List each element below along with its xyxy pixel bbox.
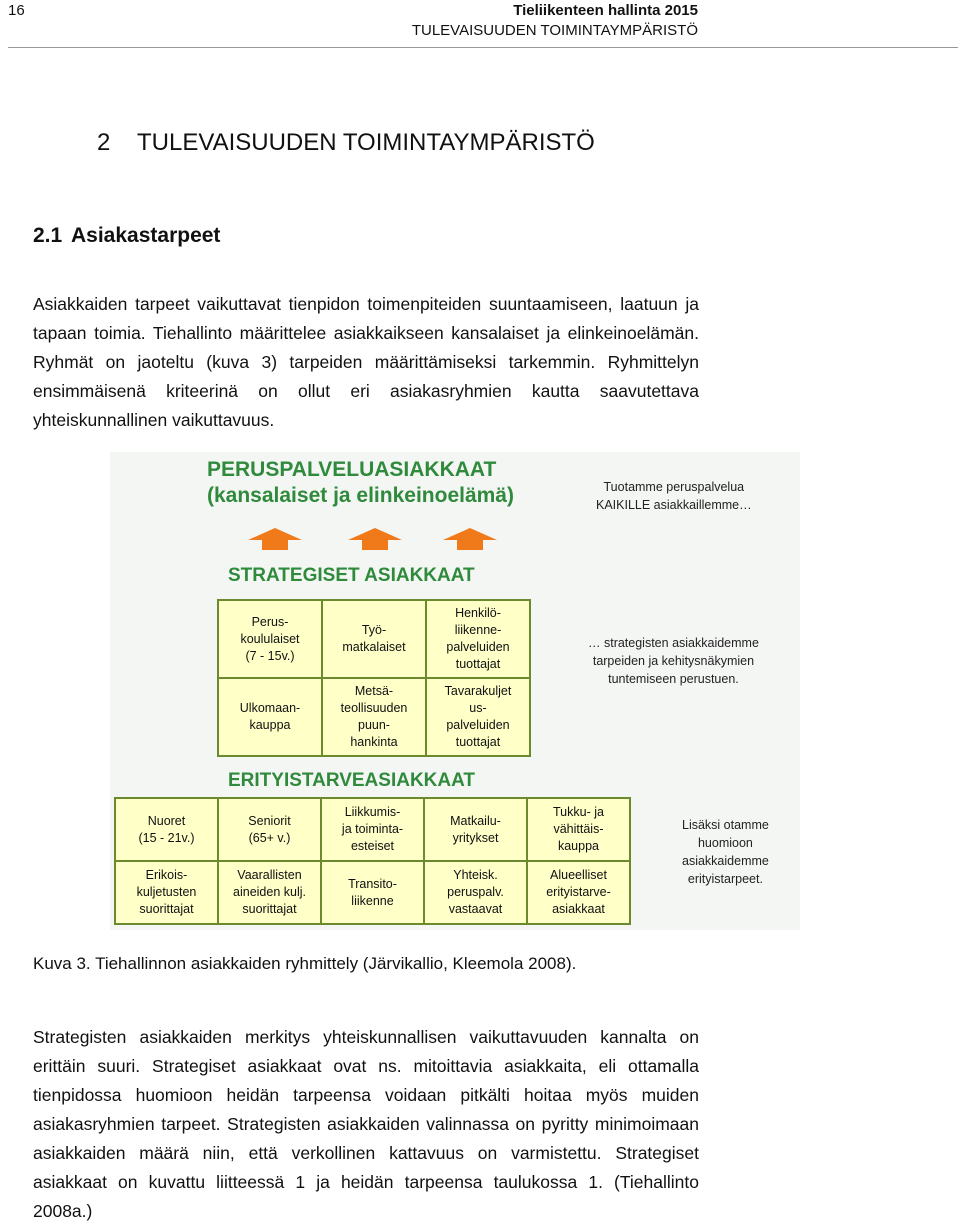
figure-title-line1: PERUSPALVELUASIAKKAAT: [207, 458, 497, 481]
special-needs-cell: Yhteisk. peruspalv. vastaavat: [425, 862, 526, 923]
figure-note-special: Lisäksi otamme huomioon asiakkaidemme erityistarpeet.: [682, 818, 769, 886]
strategic-cell: Tavarakuljet us- palveluiden tuottajat: [427, 679, 529, 755]
special-needs-cell: Transito- liikenne: [322, 862, 423, 923]
figure-note-strategic: … strategisten asiakkaidemme tarpeiden ja kehitysnäkymien tuntemiseen perustuen.: [588, 636, 759, 686]
chapter-title: TULEVAISUUDEN TOIMINTAYMPÄRISTÖ: [137, 129, 595, 156]
special-needs-cell: Alueelliset erityistarve- asiakkaat: [528, 862, 629, 923]
strategic-cell: Työ- matkalaiset: [323, 601, 425, 677]
body-paragraph-1: Asiakkaiden tarpeet vaikuttavat tienpidon toimenpiteiden suuntaamiseen, laatuun ja tapaan toimia. Tiehallinto määrittelee asiakkaikseen kansalaiset ja elinkeinoelämän. Ryhmät on jaoteltu (kuva 3) tarpeiden määrittämiseksi tarkemmin. Ryhmittelyn ensimmäisenä kriteerinä on ollut eri asiakasryhmien kautta saavutettava yhteiskunnallinen vaikuttavuus.: [33, 294, 699, 430]
figure-title-line2: (kansalaiset ja elinkeinoelämä): [207, 484, 514, 507]
special-needs-cell: Nuoret (15 - 21v.): [116, 799, 217, 860]
special-needs-cell: Tukku- ja vähittäis- kauppa: [528, 799, 629, 860]
arrow-up-icon: [443, 528, 497, 550]
page-number: 16: [8, 2, 25, 19]
section-title: Asiakastarpeet: [71, 224, 221, 247]
section-number: 2.1: [33, 224, 63, 247]
arrow-up-icon: [348, 528, 402, 550]
arrow-up-icon: [248, 528, 302, 550]
special-needs-cell: Liikkumis- ja toiminta- esteiset: [322, 799, 423, 860]
chapter-number: 2: [97, 129, 111, 156]
figure-note-basic: Tuotamme peruspalvelua KAIKILLE asiakkaillemme…: [596, 480, 752, 512]
strategic-cell: Metsä- teollisuuden puun- hankinta: [323, 679, 425, 755]
strategic-customers-grid: [217, 599, 531, 757]
header-divider: [8, 47, 958, 48]
strategic-cell: Henkilö- liikenne- palveluiden tuottajat: [427, 601, 529, 677]
running-section-title: TULEVAISUUDEN TOIMINTAYMPÄRISTÖ: [411, 22, 698, 39]
special-needs-cell: Vaarallisten aineiden kulj. suorittajat: [219, 862, 320, 923]
special-needs-cell: Matkailu- yritykset: [425, 799, 526, 860]
customer-grouping-figure: [110, 452, 800, 930]
special-needs-customers-title: ERITYISTARVEASIAKKAAT: [228, 770, 476, 791]
strategic-customers-title: STRATEGISET ASIAKKAAT: [228, 565, 475, 586]
body-paragraph-2: Strategisten asiakkaiden merkitys yhteiskunnallisen vaikuttavuuden kannalta on erittäin suuri. Strategiset asiakkaat ovat ns. mitoittavia asiakkaita, eli ottamalla tienpidossa huomioon heidän tarpeensa voidaan pitkälti hoitaa myös muiden asiakasryhmien tarpeet. Strategisten asiakkaiden valinnassa on pyritty minimoimaan asiakkaiden määrä niin, että verkollinen kattavuus on varmistettu. Strategiset asiakkaat on kuvattu liitteessä 1 ja heidän tarpeensa taulukossa 1. (Tiehallinto 2008a.): [33, 1027, 699, 1221]
special-needs-cell: Erikois- kuljetusten suorittajat: [116, 862, 217, 923]
report-title: Tieliikenteen hallinta 2015: [513, 2, 698, 19]
section-heading: [33, 224, 220, 248]
special-needs-cell: Seniorit (65+ v.): [219, 799, 320, 860]
figure-caption: Kuva 3. Tiehallinnon asiakkaiden ryhmittely (Järvikallio, Kleemola 2008).: [33, 954, 577, 973]
chapter-heading: [97, 129, 595, 157]
strategic-cell: Perus- koululaiset (7 - 15v.): [219, 601, 321, 677]
special-needs-customers-grid: [114, 797, 631, 925]
strategic-cell: Ulkomaan- kauppa: [219, 679, 321, 755]
